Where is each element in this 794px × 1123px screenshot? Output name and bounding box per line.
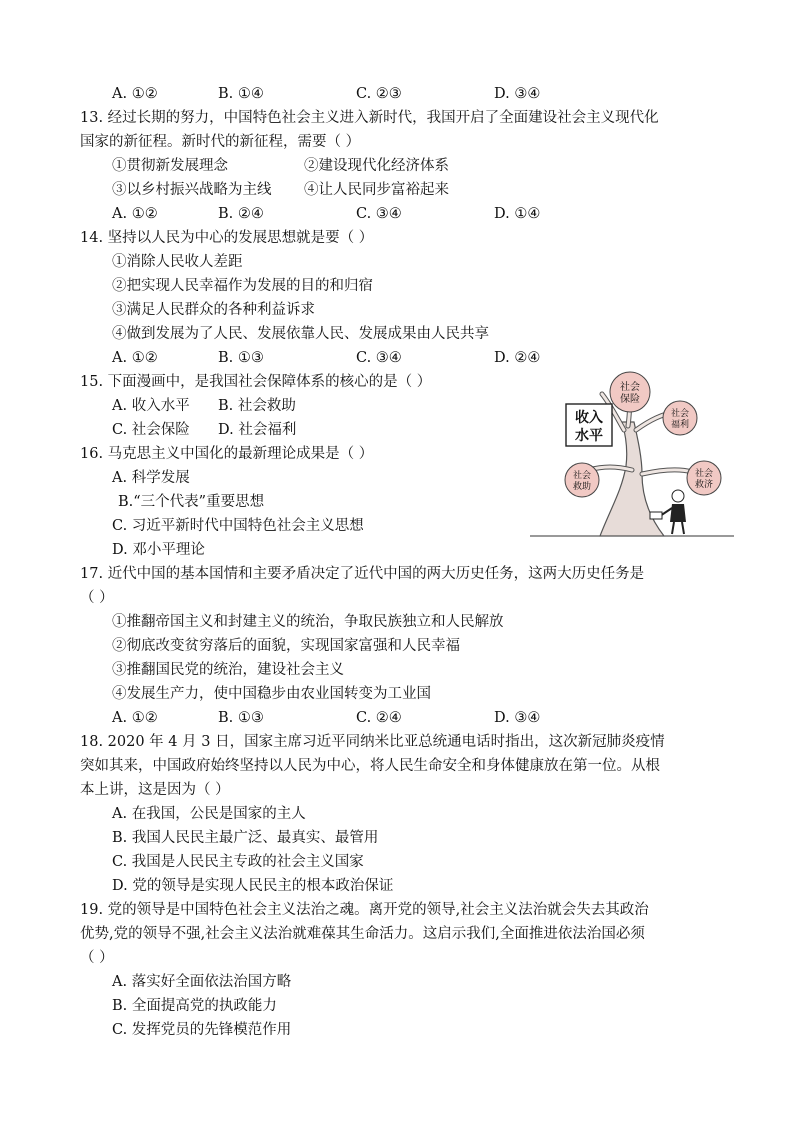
q14-option-c: C. ③④	[356, 350, 402, 366]
svg-text:救济: 救济	[694, 480, 714, 490]
q17-option-c: C. ②④	[356, 710, 402, 726]
q16-stem: 16. 马克思主义中国化的最新理论成果是（ ）	[80, 446, 374, 462]
q18-stem-line2: 突如其来，中国政府始终坚持以人民为中心，将人民生命安全和身体健康放在第一位。从根	[80, 758, 660, 774]
svg-text:社会: 社会	[620, 382, 640, 393]
balloon-social-assistance	[565, 463, 599, 497]
q14-stem: 14. 坚持以人民为中心的发展思想就是要（ ）	[80, 230, 374, 246]
q13-item-3: ③以乡村振兴战略为主线	[112, 182, 272, 198]
q15-option-b: B. 社会救助	[218, 398, 296, 414]
q14-item-4: ④做到发展为了人民、发展依靠人民、发展成果由人民共享	[112, 326, 489, 342]
q14-item-2: ②把实现人民幸福作为发展的目的和归宿	[112, 278, 373, 294]
svg-text:社会: 社会	[694, 469, 714, 479]
q19-option-a: A. 落实好全面依法治国方略	[112, 974, 292, 990]
sign-line-1: 收入	[575, 410, 603, 426]
q17-item-4: ④发展生产力，使中国稳步由农业国转变为工业国	[112, 686, 431, 702]
q14-option-b: B. ①③	[218, 350, 264, 366]
income-level-sign	[566, 404, 612, 446]
q15-option-a: A. 收入水平	[112, 398, 190, 414]
q13-option-b: B. ②④	[218, 206, 264, 222]
svg-text:社会: 社会	[670, 409, 690, 419]
q12-option-c: C. ②③	[356, 86, 402, 102]
q18-stem-line1: 18. 2020 年 4 月 3 日，国家主席习近平同纳米比亚总统通电话时指出，这次新冠肺炎疫情	[80, 734, 665, 750]
q17-item-2: ②彻底改变贫穷落后的面貌，实现国家富强和人民幸福	[112, 638, 460, 654]
q15-option-c: C. 社会保险	[112, 422, 190, 438]
q14-item-3: ③满足人民群众的各种利益诉求	[112, 302, 315, 318]
q19-stem-line1: 19. 党的领导是中国特色社会主义法治之魂。离开党的领导,社会主义法治就会失去其政治	[80, 902, 649, 918]
q12-option-a: A. ①②	[112, 86, 158, 102]
q12-option-d: D. ③④	[494, 86, 541, 102]
balloon-social-relief	[687, 461, 721, 495]
svg-text:社会: 社会	[572, 471, 592, 481]
q13-option-a: A. ①②	[112, 206, 158, 222]
svg-text:保险: 保险	[620, 394, 640, 405]
q14-option-a: A. ①②	[112, 350, 158, 366]
q19-stem-line2: 优势,党的领导不强,社会主义法治就难葆其生命活力。这启示我们,全面推进依法治国必须	[80, 926, 645, 942]
q13-option-c: C. ③④	[356, 206, 402, 222]
q13-stem-line2: 国家的新征程。新时代的新征程，需要（ ）	[80, 134, 361, 150]
q13-item-2: ②建设现代化经济体系	[304, 158, 449, 174]
q14-item-1: ①消除人民收人差距	[112, 254, 243, 270]
q18-stem-line3: 本上讲，这是因为（ ）	[80, 782, 230, 798]
q12-option-b: B. ①④	[218, 86, 264, 102]
q16-option-d: D. 邓小平理论	[112, 542, 205, 558]
svg-text:福利: 福利	[670, 420, 690, 430]
q13-stem-line1: 13. 经过长期的努力，中国特色社会主义进入新时代，我国开启了全面建设社会主义现代化	[80, 110, 659, 126]
q15-stem: 15. 下面漫画中，是我国社会保障体系的核心的是（ ）	[80, 374, 432, 390]
q17-item-1: ①推翻帝国主义和封建主义的统治，争取民族独立和人民解放	[112, 614, 504, 630]
sign-line-2: 水平	[575, 428, 603, 444]
q17-option-b: B. ①③	[218, 710, 264, 726]
q18-option-a: A. 在我国，公民是国家的主人	[112, 806, 306, 822]
q19-option-b: B. 全面提高党的执政能力	[112, 998, 277, 1014]
q16-option-a: A. 科学发展	[112, 470, 190, 486]
q16-option-c: C. 习近平新时代中国特色社会主义思想	[112, 518, 364, 534]
q13-item-4: ④让人民同步富裕起来	[304, 182, 449, 198]
q13-option-d: D. ①④	[494, 206, 541, 222]
q17-stem-line1: 17. 近代中国的基本国情和主要矛盾决定了近代中国的两大历史任务，这两大历史任务是	[80, 566, 645, 582]
balloon-social-welfare	[663, 401, 697, 435]
q15-option-d: D. 社会福利	[218, 422, 297, 438]
q13-item-1: ①贯彻新发展理念	[112, 158, 228, 174]
q17-stem-line2: （ ）	[80, 590, 114, 606]
q19-stem-line3: （ ）	[80, 950, 114, 966]
q18-option-c: C. 我国是人民民主专政的社会主义国家	[112, 854, 364, 870]
q14-option-d: D. ②④	[494, 350, 541, 366]
q16-option-b: B.“三个代表”重要思想	[118, 494, 265, 510]
q18-option-b: B. 我国人民民主最广泛、最真实、最管用	[112, 830, 379, 846]
social-security-cartoon	[530, 370, 734, 538]
q17-item-3: ③推翻国民党的统治，建设社会主义	[112, 662, 344, 678]
svg-text:救助: 救助	[572, 482, 592, 492]
q17-option-a: A. ①②	[112, 710, 158, 726]
q19-option-c: C. 发挥党员的先锋模范作用	[112, 1022, 292, 1038]
q17-option-d: D. ③④	[494, 710, 541, 726]
balloon-social-insurance	[610, 372, 650, 412]
q18-option-d: D. 党的领导是实现人民民主的根本政治保证	[112, 878, 394, 894]
